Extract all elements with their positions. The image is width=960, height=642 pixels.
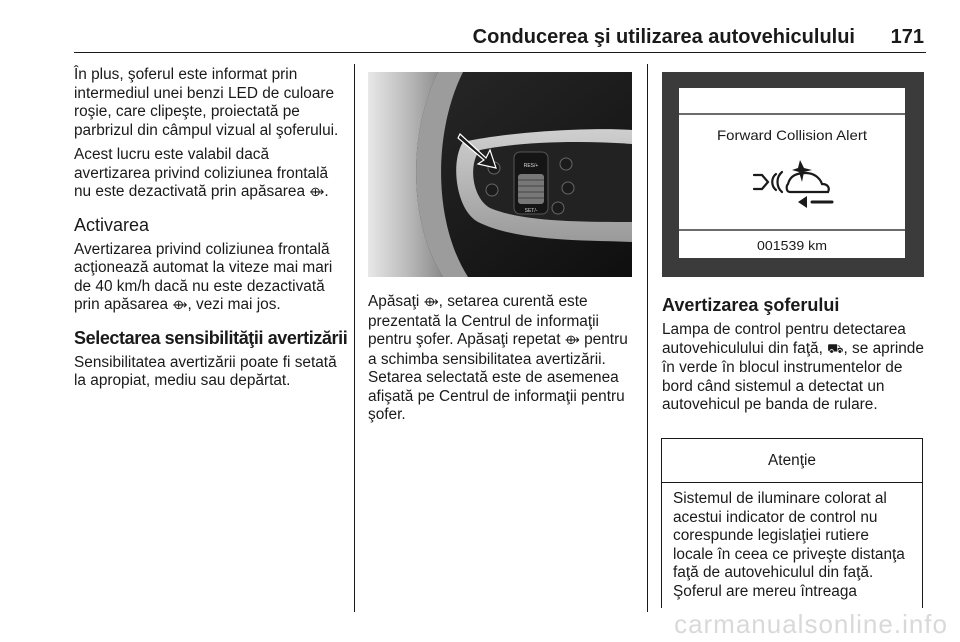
right-column: [662, 294, 928, 421]
paragraph-deactivation-end: .: [324, 183, 329, 200]
heading-driver-warning: Avertizarea şoferului: [662, 295, 840, 315]
paragraph-activation-text: Avertizarea privind coliziunea frontală acţionează automat la viteze mai mari de 40 km/h dacă nu este dezactivată prin apăsarea: [74, 240, 333, 313]
watermark: carmanualsonline.info: [674, 609, 948, 639]
notice-box: [661, 438, 923, 608]
notice-title: Atenţie: [662, 439, 922, 483]
header-divider: [74, 52, 926, 53]
fca-button-icon: ⟴: [423, 295, 439, 310]
paragraph-steps-b: , setarea curentă este prezentată la Centrul de informaţii pentru şofer. Apăsaţi repetat: [368, 293, 599, 348]
column-divider-right: [647, 64, 648, 612]
paragraph-activation-end: , vezi mai jos.: [187, 296, 281, 313]
fca-button-icon: ⟴: [564, 333, 580, 348]
left-column: [74, 66, 346, 397]
paragraph-sensitivity-steps: [368, 293, 636, 425]
column-divider-left: [354, 64, 355, 612]
fca-button-icon: ⟴: [172, 298, 188, 313]
paragraph-steps-c: pentru a schimba sensibilitatea avertizării. Setarea selectată este de asemenea afişată pe Centrul de informaţii pentru şofer.: [368, 331, 628, 423]
steering-wheel-photo: [368, 72, 632, 277]
paragraph-activation: [74, 241, 346, 316]
paragraph-steps-a: Apăsaţi: [368, 293, 424, 310]
paragraph-sensitivity: Sensibilitatea avertizării poate fi setată la apropiat, mediu sau depărtat.: [74, 353, 337, 389]
page-header-title: Conducerea şi utilizarea autovehiculului: [472, 26, 855, 48]
res-label: RES/+: [523, 163, 539, 169]
driver-info-display: [662, 72, 924, 277]
notice-body: Sistemul de iluminare colorat al acestui indicator de control nu corespunde legislaţiei rutiere locale în ceea ce priveşte distanţa faţă de autovehiculul din faţă. Şoferul are mereu întreaga: [673, 490, 905, 600]
vehicle-ahead-icon: ⛟: [827, 341, 844, 357]
paragraph-deactivation-text: Acest lucru este valabil dacă avertizarea privind coliziunea frontală nu este dezactivată prin apăsarea: [74, 146, 329, 200]
middle-column: [368, 293, 636, 431]
paragraph-lamp-a: Lampa de control pentru detectarea autovehiculului din faţă,: [662, 321, 906, 357]
paragraph-deactivation: [74, 146, 346, 203]
paragraph-lamp-b: , se aprinde în verde în blocul instrumentelor de bord când sistemul a detectat un autovehicul pe banda de rulare.: [662, 339, 924, 413]
page-number: 171: [890, 26, 924, 48]
paragraph-control-lamp: [662, 321, 928, 415]
heading-activation: Activarea: [74, 214, 150, 235]
heading-sensitivity: Selectarea sensibilităţii avertizării: [74, 327, 348, 348]
display-title: Forward Collision Alert: [717, 127, 868, 143]
paragraph-led-warning: În plus, şoferul este informat prin intermediul unei benzi LED de culoare roşie, care clipeşte, proiectată pe parbrizul din câmpul vizual al şoferului.: [74, 66, 339, 139]
fca-button-icon: ⟴: [309, 185, 325, 200]
odometer-readout: 001539 km: [757, 238, 827, 253]
set-label: SET/-: [524, 208, 538, 214]
